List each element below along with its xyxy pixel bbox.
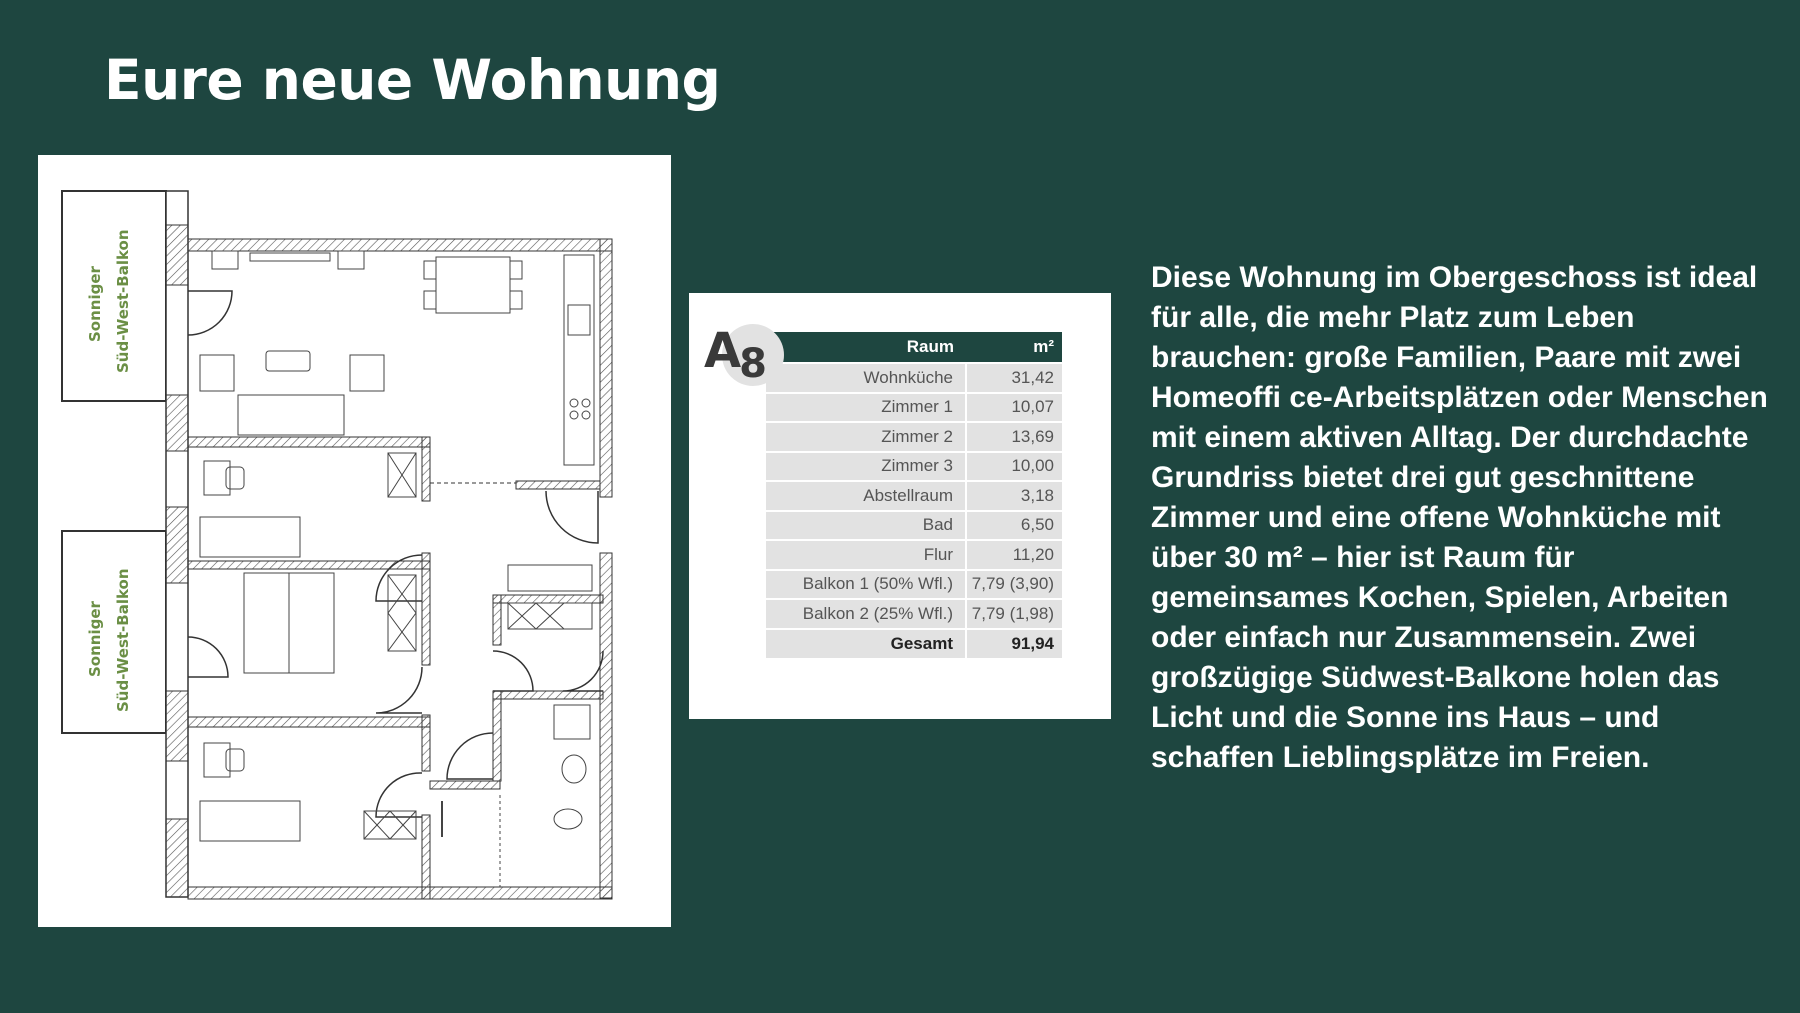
floorplan-drawing [38,155,671,927]
description-text: Diese Wohnung im Obergeschoss ist ideal für alle, die mehr Platz zum Leben brauchen: große Familien, Paare mit zwei Homeoffi ce-Arbeitsplätzen oder Menschen mit einem aktiven Alltag. Der durchdachte Grundriss bietet drei gut geschnittene Zimmer und eine offene Wohnküche mit über 30 m² – hier ist Raum für gemeinsames Kochen, Spielen, Arbeiten oder einfach nur Zusammensein. Zwei großzügige Südwest-Balkone holen das Licht und die Sonne ins Haus – und schaffen Lieblingsplätze im Freien. [1151,261,1768,774]
room-area: 7,79 (3,90) [966,570,1062,600]
area-table [766,332,1062,658]
table-row [766,363,1062,393]
balcony-1-label-line1: Sonniger [86,266,104,342]
room-area: 11,20 [966,540,1062,570]
room-area: 10,07 [966,393,1062,423]
room-name: Balkon 1 (50% Wfl.) [766,570,966,600]
area-table-card [689,293,1111,719]
table-row [766,570,1062,600]
room-area: 7,79 (1,98) [966,599,1062,629]
table-row [766,540,1062,570]
table-row [766,422,1062,452]
unit-letter: A [704,323,742,379]
table-row [766,599,1062,629]
column-header-area: m² [966,332,1062,363]
total-area: 91,94 [966,629,1062,659]
room-name: Zimmer 3 [766,452,966,482]
floorplan-card [38,155,671,927]
room-name: Zimmer 1 [766,393,966,423]
table-row [766,393,1062,423]
table-row [766,452,1062,482]
table-total-row [766,629,1062,659]
room-area: 10,00 [966,452,1062,482]
room-name: Zimmer 2 [766,422,966,452]
room-area: 13,69 [966,422,1062,452]
room-name: Flur [766,540,966,570]
room-area: 31,42 [966,363,1062,393]
unit-badge [704,323,767,387]
total-label: Gesamt [766,629,966,659]
room-area: 6,50 [966,511,1062,541]
balcony-2-label-line1: Sonniger [86,601,104,677]
room-area: 3,18 [966,481,1062,511]
column-header-room: Raum [766,332,966,363]
unit-number: 8 [739,341,767,387]
room-name: Bad [766,511,966,541]
page-title: Eure neue Wohnung [104,48,721,112]
room-name: Wohnküche [766,363,966,393]
table-row [766,481,1062,511]
table-row [766,511,1062,541]
room-name: Abstellraum [766,481,966,511]
room-name: Balkon 2 (25% Wfl.) [766,599,966,629]
balcony-2-label-line2: Süd-West-Balkon [114,568,132,712]
table-header-row [766,332,1062,363]
balcony-1-label-line2: Süd-West-Balkon [114,229,132,373]
